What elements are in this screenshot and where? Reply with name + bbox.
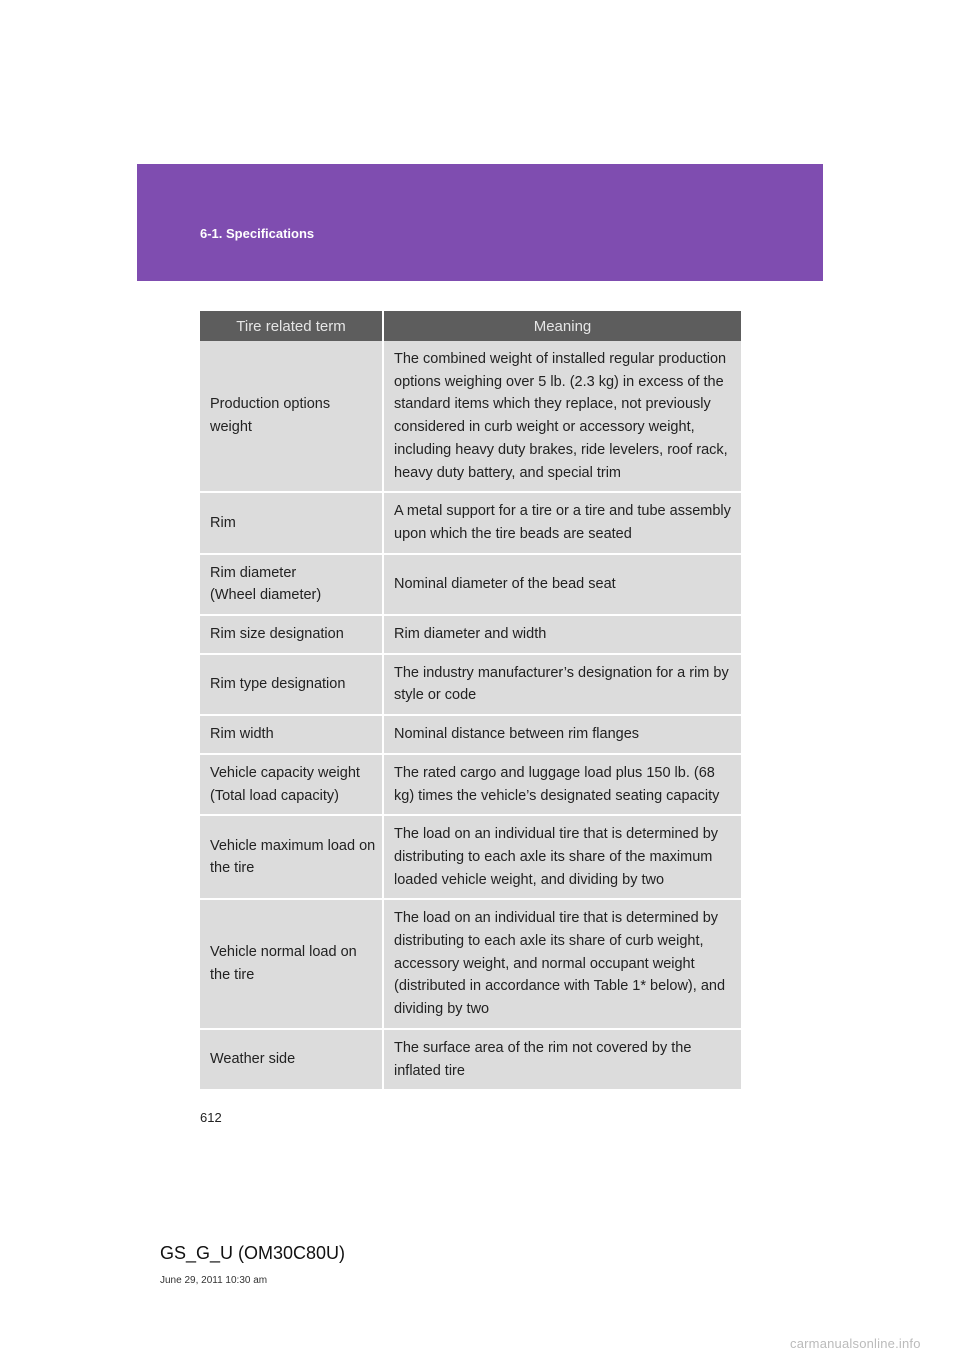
term-cell: Rim — [200, 492, 383, 553]
meaning-cell: The combined weight of installed regular production options weighing over 5 lb. (2.3 kg) in excess of the standard items which they replace, not previously considered in curb weight or accessory weight, including heavy duty brakes, ride levelers, roof rack, heavy duty battery, and special trim — [383, 341, 741, 492]
table-row — [200, 754, 741, 815]
meaning-cell: The rated cargo and luggage load plus 150 lb. (68 kg) times the vehicle’s designated seating capacity — [383, 754, 741, 815]
meaning-cell: Rim diameter and width — [383, 615, 741, 654]
table-row — [200, 715, 741, 754]
table-row — [200, 654, 741, 715]
header-band — [137, 164, 823, 281]
table-row — [200, 899, 741, 1029]
term-cell: Vehicle normal load on the tire — [200, 899, 383, 1029]
meaning-cell: The surface area of the rim not covered by the inflated tire — [383, 1029, 741, 1090]
meaning-cell: The industry manufacturer’s designation for a rim by style or code — [383, 654, 741, 715]
tire-terms-table — [200, 311, 741, 1091]
term-cell: Rim type designation — [200, 654, 383, 715]
term-cell: Rim width — [200, 715, 383, 754]
term-cell: Rim size designation — [200, 615, 383, 654]
term-cell: Vehicle maximum load on the tire — [200, 815, 383, 899]
term-cell: Weather side — [200, 1029, 383, 1090]
term-cell: Production options weight — [200, 341, 383, 492]
table-row — [200, 615, 741, 654]
document-code: GS_G_U (OM30C80U) — [160, 1243, 346, 1263]
column-header-term: Tire related term — [200, 311, 383, 341]
table-row — [200, 492, 741, 553]
table-row — [200, 341, 741, 492]
meaning-cell: The load on an individual tire that is determined by distributing to each axle its share of curb weight, accessory weight, and normal occupant weight (distributed in accordance with Table 1* below), and dividing by two — [383, 899, 741, 1029]
section-label: 6-1. Specifications — [200, 226, 315, 241]
term-cell: Vehicle capacity weight (Total load capacity) — [200, 754, 383, 815]
meaning-cell: Nominal diameter of the bead seat — [383, 554, 741, 615]
meaning-cell: A metal support for a tire or a tire and tube assembly upon which the tire beads are seated — [383, 492, 741, 553]
print-timestamp: June 29, 2011 10:30 am — [160, 1275, 268, 1286]
column-header-meaning: Meaning — [383, 311, 741, 341]
meaning-cell: The load on an individual tire that is determined by distributing to each axle its share of the maximum loaded vehicle weight, and dividing by two — [383, 815, 741, 899]
table-header-row — [200, 311, 741, 341]
table-row — [200, 1029, 741, 1090]
table-row — [200, 815, 741, 899]
table-row — [200, 554, 741, 615]
meaning-cell: Nominal distance between rim flanges — [383, 715, 741, 754]
page-number: 612 — [200, 1110, 222, 1125]
term-cell: Rim diameter (Wheel diameter) — [200, 554, 383, 615]
watermark: carmanualsonline.info — [790, 1336, 921, 1351]
